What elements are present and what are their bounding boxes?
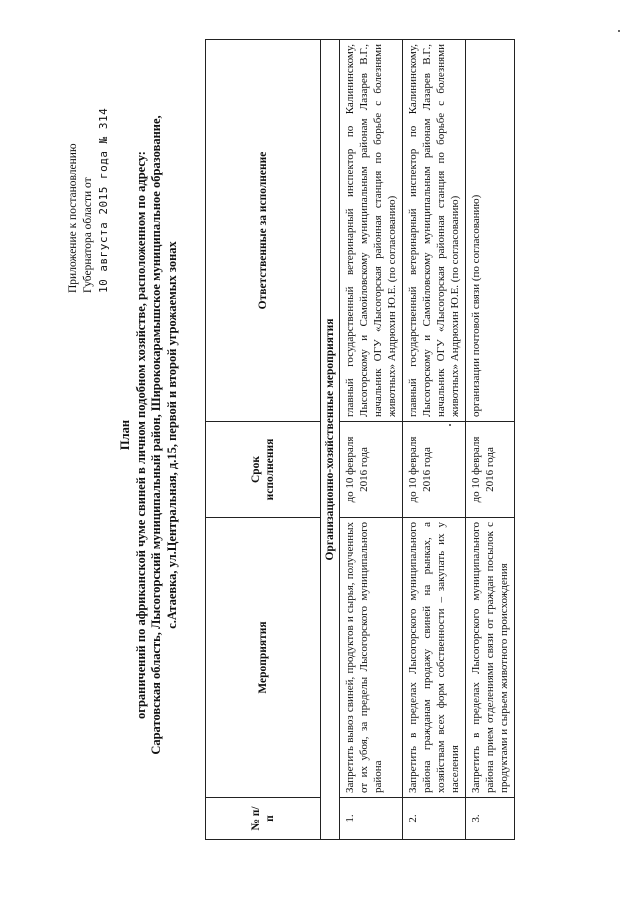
- row-term: до 10 февраля 2016 года: [466, 422, 515, 518]
- table-row: [403, 40, 466, 840]
- approval-line-1: Приложение к постановлению: [67, 143, 79, 293]
- approval-date-stamp: 10 августа 2015 года № 314: [97, 107, 110, 293]
- approval-block: [66, 33, 111, 293]
- document-title: [118, 35, 180, 835]
- row-activity: Запретить в пределах Лысогорского муниципального района гражданам продажу свиней на рынках, а хозяйствам всех форм собственности – закупать их у населения: [403, 518, 466, 798]
- plan-table: [205, 39, 515, 840]
- row-term: до 10 февраля 2016 года: [340, 422, 403, 518]
- title-line-2: ограничений по африканской чуме свиней в личном подобном хозяйстве, расположенном по адресу:: [133, 151, 148, 719]
- header-num: № п/ п: [206, 798, 321, 840]
- header-activity: Мероприятия: [206, 518, 321, 798]
- row-num: 2.: [403, 798, 466, 840]
- scan-speck: [449, 424, 451, 426]
- row-responsible: главный государственный ветеринарный инспектор по Калининскому, Лысогорскому и Самойловскому муниципальным районам Лазарев В.Г., начальник ОГУ «Лысогорская районная станция по борьбе с болезнями животных» Андрюхин Ю.Е. (по согласованию): [340, 40, 403, 422]
- table-header-row: [206, 40, 321, 840]
- section-row: [321, 40, 340, 840]
- row-num: 3.: [466, 798, 515, 840]
- title-line-1: План: [118, 419, 132, 451]
- table-row: [340, 40, 403, 840]
- row-responsible: главный государственный ветеринарный инспектор по Калининскому, Лысогорскому и Самойловскому муниципальным районам Лазарев В.Г., начальник ОГУ «Лысогорская районная станция по борьбе с болезнями животных» Андрюхин Ю.Е. (по согласованию): [403, 40, 466, 422]
- title-line-4: с.Атаевка, ул.Центральная, д.15, первой и второй угрожаемых зонах: [164, 241, 179, 629]
- title-line-3: Саратовская область, Лысогорский муниципальный район, Ширококарамышское муниципальное образование,: [149, 115, 163, 755]
- scan-speck: [618, 30, 620, 32]
- row-activity: Запретить вывоз свиней, продуктов и сырья, полученных от их убоя, за пределы Лысогорского муниципального района: [340, 518, 403, 798]
- header-term: Срок исполнения: [206, 422, 321, 518]
- header-responsible: Ответственные за исполнение: [206, 40, 321, 422]
- row-responsible: организации почтовой связи (по согласованию): [466, 40, 515, 422]
- row-term: до 10 февраля 2016 года: [403, 422, 466, 518]
- row-activity: Запретить в пределах Лысогорского муниципального района прием отделениями связи от граждан посылок с продуктами и сырьем животного происхождения: [466, 518, 515, 798]
- section-title: Организационно-хозяйственные мероприятия: [321, 40, 340, 840]
- table-row: [466, 40, 515, 840]
- approval-line-2: Губернатора области от: [82, 177, 94, 293]
- row-num: 1.: [340, 798, 403, 840]
